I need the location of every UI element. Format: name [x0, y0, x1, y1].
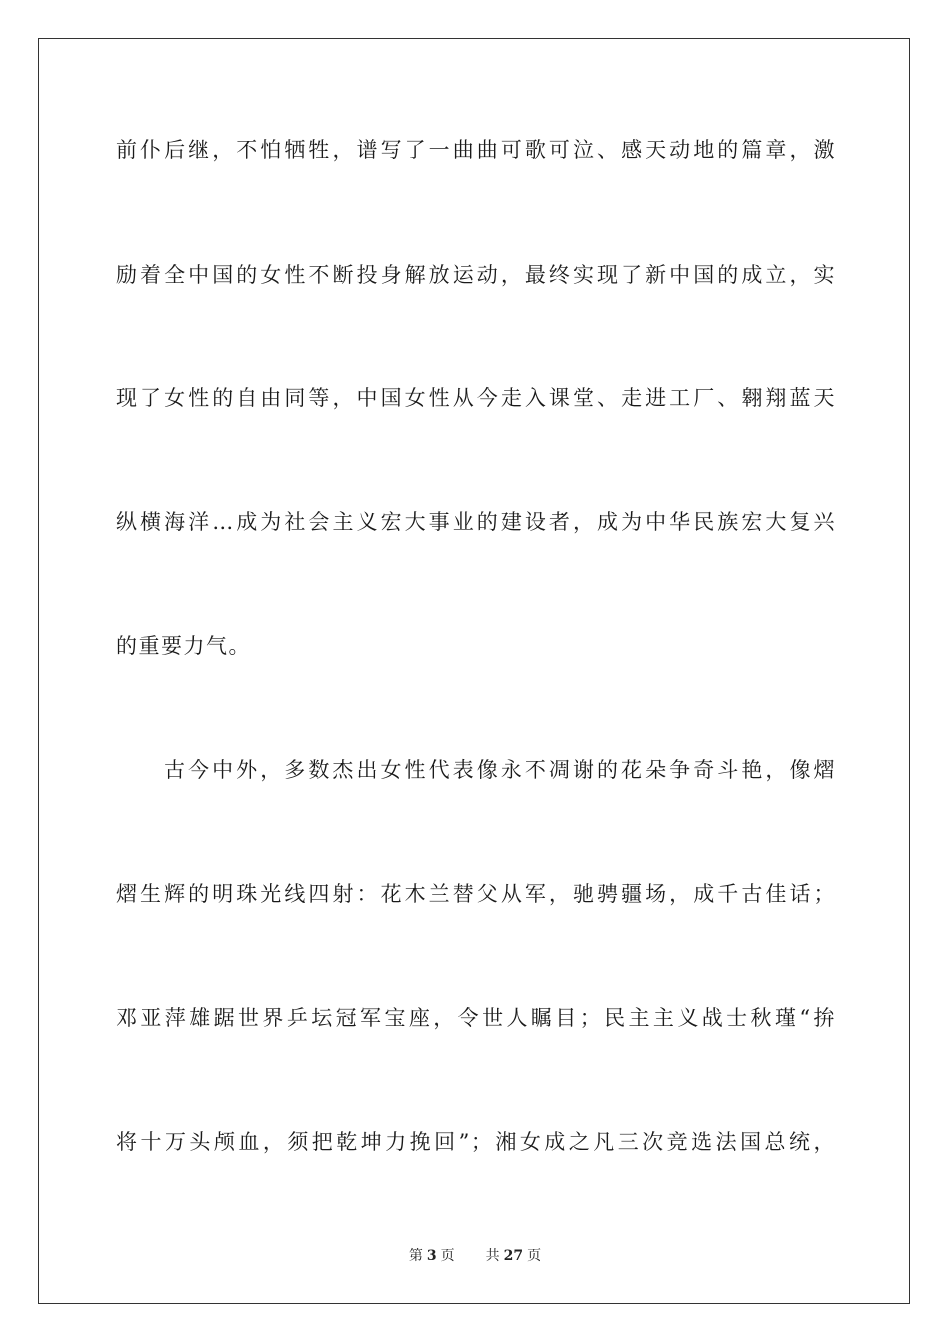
page-number: 3 [426, 1248, 437, 1264]
total-prefix: 共 [485, 1248, 500, 1264]
text-line: 的重要力气。 [116, 634, 251, 658]
text-line: 纵横海洋…成为社会主义宏大事业的建设者，成为中华民族宏大复兴 [116, 510, 836, 534]
total-pages: 27 [503, 1248, 524, 1264]
page-suffix: 页 [440, 1248, 455, 1264]
text-line: 熠生辉的明珠光线四射：花木兰替父从军，驰骋疆场，成千古佳话； [116, 882, 836, 906]
paragraph-first-line: 古今中外，多数杰出女性代表像永不凋谢的花朵争奇斗艳，像熠 [164, 758, 836, 782]
page-frame [38, 38, 910, 1304]
text-line: 邓亚萍雄踞世界乒坛冠军宝座，令世人瞩目；民主主义战士秋瑾“拚 [116, 1006, 836, 1030]
page-prefix: 第 [408, 1248, 423, 1264]
text-line: 将十万头颅血，须把乾坤力挽回”；湘女成之凡三次竞选法国总统， [116, 1130, 836, 1154]
text-line: 励着全中国的女性不断投身解放运动，最终实现了新中国的成立，实 [116, 263, 836, 287]
total-suffix: 页 [527, 1248, 542, 1264]
text-line: 前仆后继，不怕牺牲，谱写了一曲曲可歌可泣、感天动地的篇章，激 [116, 138, 836, 162]
page-footer [0, 1246, 950, 1266]
text-line: 现了女性的自由同等，中国女性从今走入课堂、走进工厂、翱翔蓝天 [116, 386, 836, 410]
